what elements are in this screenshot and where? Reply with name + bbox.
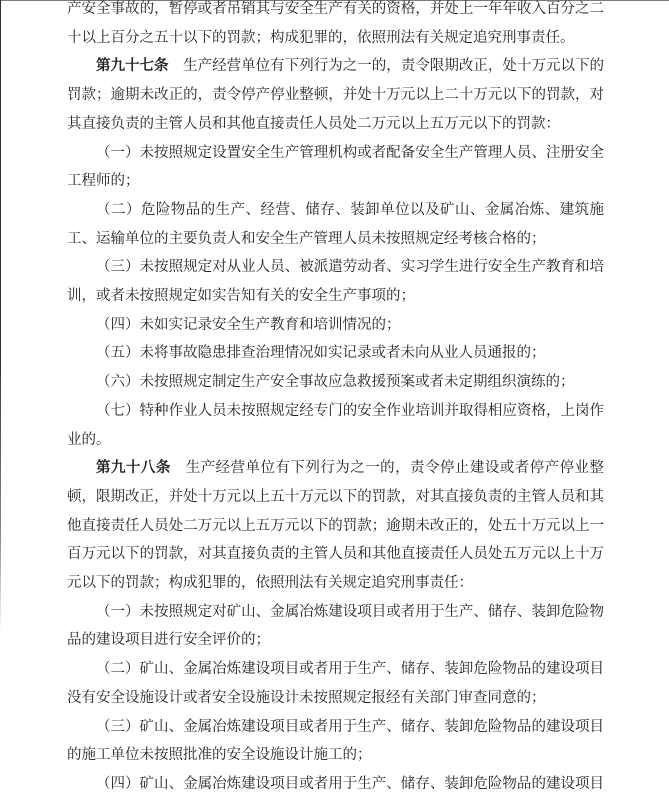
line-text: （四）未如实记录安全生产教育和培训情况的； (96, 316, 401, 333)
text-line (67, 167, 604, 196)
line-text: 顿，限期改正，并处十万元以上五十万元以下的罚款，对其直接负责的主管人员和其 (67, 488, 604, 505)
text-line (67, 311, 604, 340)
text-line (67, 339, 604, 368)
line-text: 产安全事故的，暂停或者吊销其与安全生产有关的资格，并处上一年年收入百分之二 (67, 1, 604, 17)
line-text: （三）矿山、金属冶炼建设项目或者用于生产、储存、装卸危险物品的建设项目 (96, 718, 604, 735)
text-line (67, 52, 604, 81)
text-line (67, 483, 604, 512)
line-text: （七）特种作业人员未按照规定经专门的安全作业培训并取得相应资格，上岗作 (96, 402, 604, 419)
text-line (67, 24, 604, 53)
text-line (67, 454, 604, 483)
line-text: （一）未按照规定对矿山、金属冶炼建设项目或者用于生产、储存、装卸危险物 (96, 603, 604, 620)
line-text: 训，或者未按照规定如实告知有关的安全生产事项的； (67, 288, 415, 305)
line-text: （四）矿山、金属冶炼建设项目或者用于生产、储存、装卸危险物品的建设项目 (96, 775, 604, 792)
text-line (67, 655, 604, 684)
line-text: （六）未按照规定制定生产安全事故应急救援预案或者未定期组织演练的； (96, 374, 575, 391)
text-line (67, 139, 604, 168)
line-text: （五）未将事故隐患排查治理情况如实记录或者未向从业人员通报的； (96, 345, 546, 362)
article-number: 第九十八条 (96, 460, 171, 477)
text-line (67, 110, 604, 139)
line-text: 十以上百分之五十以下的罚款；构成犯罪的，依照刑法有关规定追究刑事责任。 (67, 29, 575, 46)
line-text: （一）未按照规定设置安全生产管理机构或者配备安全生产管理人员、注册安全 (96, 144, 604, 161)
text-line (67, 81, 604, 110)
text-line (67, 626, 604, 655)
line-text: （二）危险物品的生产、经营、储存、装卸单位以及矿山、金属冶炼、建筑施 (96, 201, 604, 218)
text-line (67, 282, 604, 311)
line-text: 的施工单位未按照批准的安全设施设计施工的； (67, 747, 372, 764)
line-text: 生产经营单位有下列行为之一的，责令停止建设或者停产停业整 (170, 460, 605, 477)
page-left-edge-line (0, 0, 1, 632)
line-text: 生产经营单位有下列行为之一的，责令限期改正，处十万元以下的 (168, 58, 605, 75)
line-text: 百万元以下的罚款，对其直接负责的主管人员和其他直接责任人员处五万元以上十万 (67, 546, 604, 563)
text-line (67, 426, 604, 455)
text-line (67, 741, 604, 770)
text-line (67, 540, 604, 569)
line-text: 没有安全设施设计或者安全设施设计未按照规定报经有关部门审查同意的； (67, 689, 546, 706)
line-text: 品的建设项目进行安全评价的； (67, 632, 270, 649)
text-line (67, 598, 604, 627)
line-text: 业的。 (67, 431, 111, 448)
line-text: 工、运输单位的主要负责人和安全生产管理人员未按照规定经考核合格的； (67, 230, 546, 247)
text-line (67, 713, 604, 742)
line-text: （三）未按照规定对从业人员、被派遣劳动者、实习学生进行安全生产教育和培 (96, 259, 604, 276)
document-text-block (67, 0, 604, 799)
line-text: 元以下的罚款；构成犯罪的，依照刑法有关规定追究刑事责任： (67, 575, 473, 592)
text-line (67, 569, 604, 598)
text-line (67, 253, 604, 282)
text-line (67, 225, 604, 254)
line-text: 其直接负责的主管人员和其他直接责任人员处二万元以上五万元以下的罚款： (67, 115, 560, 132)
line-text: 罚款；逾期未改正的，责令停产停业整顿，并处十万元以上二十万元以下的罚款，对 (67, 87, 604, 104)
text-line (67, 770, 604, 799)
text-line (67, 196, 604, 225)
line-text: （二）矿山、金属冶炼建设项目或者用于生产、储存、装卸危险物品的建设项目 (96, 661, 604, 678)
text-line (67, 684, 604, 713)
text-line (67, 368, 604, 397)
article-number: 第九十七条 (96, 58, 169, 75)
text-line (67, 512, 604, 541)
text-line (67, 397, 604, 426)
text-line (67, 0, 604, 24)
line-text: 他直接责任人员处二万元以上五万元以下的罚款；逾期未改正的，处五十万元以上一 (67, 517, 604, 534)
line-text: 工程师的； (67, 173, 140, 190)
